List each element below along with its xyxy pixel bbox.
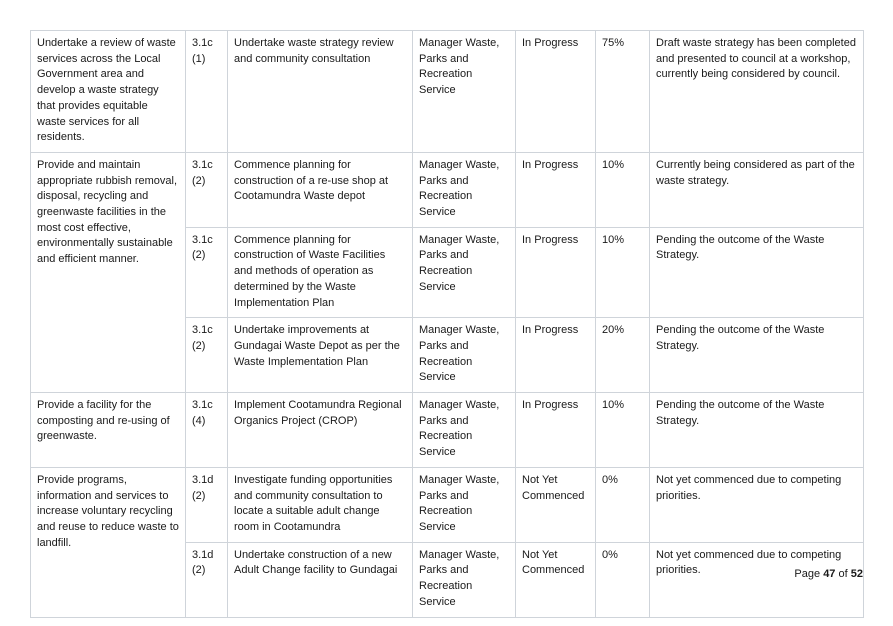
action-code-sub: (2)	[192, 489, 206, 502]
action-cell: Implement Cootamundra Regional Organics Project (CROP)	[228, 393, 413, 468]
action-code: 3.1c	[192, 324, 213, 337]
comment-cell: Currently being considered as part of the waste strategy.	[650, 152, 864, 227]
action-cell: Undertake waste strategy review and community consultation	[228, 31, 413, 153]
responsible-cell: Manager Waste, Parks and Recreation Service	[413, 227, 516, 318]
action-cell: Commence planning for construction of a re-use shop at Cootamundra Waste depot	[228, 152, 413, 227]
objective-cell: Provide a facility for the composting and re-using of greenwaste.	[31, 393, 186, 468]
percent-cell: 0%	[596, 467, 650, 542]
action-code-sub: (2)	[192, 249, 206, 262]
action-cell: Undertake improvements at Gundagai Waste Depot as per the Waste Implementation Plan	[228, 318, 413, 393]
code-cell	[186, 542, 228, 617]
table-row	[31, 467, 864, 542]
responsible-cell: Manager Waste, Parks and Recreation Service	[413, 318, 516, 393]
action-code: 3.1c	[192, 233, 213, 246]
operational-plan-table	[30, 30, 864, 618]
status-cell: In Progress	[516, 31, 596, 153]
table-row	[31, 31, 864, 153]
action-code: 3.1c	[192, 37, 213, 49]
objective-cell: Provide programs, information and services to increase voluntary recycling and reuse to reduce waste to landfill.	[31, 467, 186, 617]
page-of-label: of	[838, 568, 848, 580]
responsible-cell: Manager Waste, Parks and Recreation Service	[413, 393, 516, 468]
table-row	[31, 393, 864, 468]
status-cell: Not Yet Commenced	[516, 467, 596, 542]
percent-cell: 10%	[596, 393, 650, 468]
objective-cell: Provide and maintain appropriate rubbish removal, disposal, recycling and greenwaste facilities in the most cost effective, environmentally sustainable and efficient manner.	[31, 152, 186, 392]
action-code: 3.1d	[192, 473, 214, 486]
responsible-cell: Manager Waste, Parks and Recreation Service	[413, 542, 516, 617]
action-code-sub: (2)	[192, 174, 206, 187]
action-code: 3.1c	[192, 399, 213, 412]
action-code: 3.1d	[192, 548, 214, 561]
action-code-sub: (1)	[192, 52, 206, 65]
table-row	[31, 152, 864, 227]
action-code-sub: (2)	[192, 339, 206, 352]
comment-cell: Pending the outcome of the Waste Strategy.	[650, 227, 864, 318]
code-cell	[186, 31, 228, 153]
status-cell: In Progress	[516, 152, 596, 227]
page-number	[794, 567, 863, 583]
action-cell: Undertake construction of a new Adult Change facility to Gundagai	[228, 542, 413, 617]
page-total: 52	[850, 568, 863, 580]
responsible-cell: Manager Waste, Parks and Recreation Service	[413, 467, 516, 542]
percent-cell: 10%	[596, 227, 650, 318]
responsible-cell: Manager Waste, Parks and Recreation Service	[413, 31, 516, 153]
code-cell	[186, 467, 228, 542]
percent-cell: 75%	[596, 31, 650, 153]
comment-cell: Not yet commenced due to competing priorities.	[650, 467, 864, 542]
page-label: Page	[794, 568, 821, 580]
status-cell: Not Yet Commenced	[516, 542, 596, 617]
action-code-sub: (4)	[192, 414, 206, 427]
comment-cell: Not yet commenced due to competing priorities.	[650, 542, 864, 617]
code-cell	[186, 152, 228, 227]
action-cell: Commence planning for construction of Waste Facilities and methods of operation as determined by the Waste Implementation Plan	[228, 227, 413, 318]
percent-cell: 20%	[596, 318, 650, 393]
page-current: 47	[823, 568, 836, 580]
comment-cell: Pending the outcome of the Waste Strategy.	[650, 318, 864, 393]
action-code-sub: (2)	[192, 564, 206, 577]
code-cell	[186, 318, 228, 393]
responsible-cell: Manager Waste, Parks and Recreation Service	[413, 152, 516, 227]
percent-cell: 10%	[596, 152, 650, 227]
status-cell: In Progress	[516, 318, 596, 393]
action-code: 3.1c	[192, 158, 213, 171]
code-cell	[186, 227, 228, 318]
code-cell	[186, 393, 228, 468]
objective-cell: Undertake a review of waste services across the Local Government area and develop a waste strategy that provides equitable waste services for all residents.	[31, 31, 186, 153]
action-cell: Investigate funding opportunities and community consultation to locate a suitable adult change room in Cootamundra	[228, 467, 413, 542]
comment-cell: Pending the outcome of the Waste Strategy.	[650, 393, 864, 468]
status-cell: In Progress	[516, 227, 596, 318]
status-cell: In Progress	[516, 393, 596, 468]
percent-cell: 0%	[596, 542, 650, 617]
comment-cell: Draft waste strategy has been completed and presented to council at a workshop, currently being considered by council.	[650, 31, 864, 153]
